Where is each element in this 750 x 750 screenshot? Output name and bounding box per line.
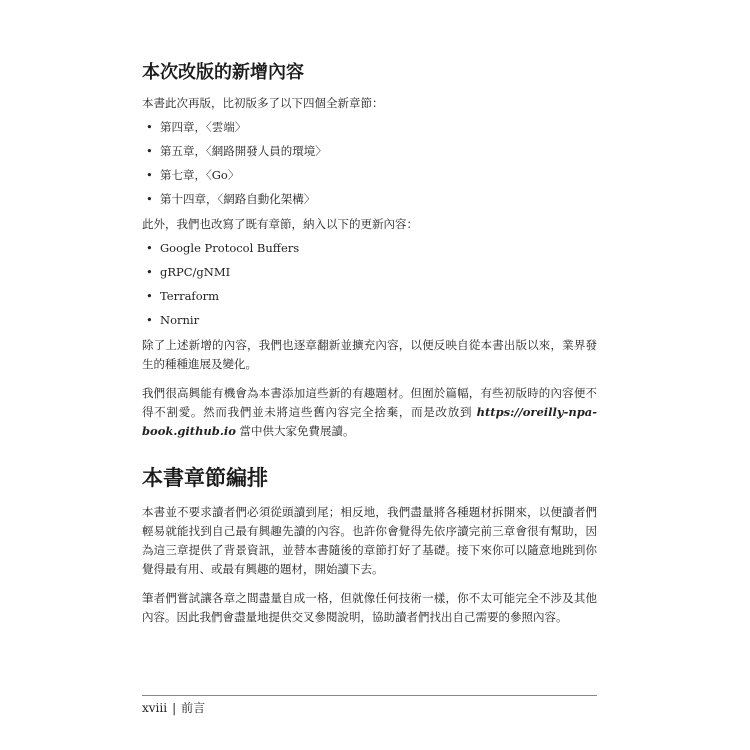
paragraph-cross-reference: 筆者們嘗試讓各章之間盡量自成一格，但就像任何技術一樣，你不太可能完全不涉及其他內容。因此我們會盡量地提供交叉參閱說明，協助讀者們找出自己需要的參照內容。 bbox=[142, 591, 597, 624]
list-item: • 第四章，〈雲端〉 bbox=[142, 119, 597, 135]
new-chapters-list bbox=[142, 119, 597, 207]
paragraph-text: 當中供大家免費展讀。 bbox=[235, 424, 355, 438]
list-item: • 第七章，〈Go〉 bbox=[142, 167, 597, 183]
list-item: • Terraform bbox=[142, 288, 597, 304]
paragraph-text: 我們很高興能有機會為本書添加這些新的有趣題材。但囿於篇幅，有些初版時的內容便不得不割愛。然而我們並未將這些舊內容完全捨棄，而是改放到 bbox=[142, 386, 597, 419]
new-chapters-intro: 本書此次再版，比初版多了以下四個全新章節： bbox=[142, 96, 384, 110]
paragraph-organization: 本書並不要求讀者們必須從頭讀到尾；相反地，我們盡量將各種題材拆開來，以便讀者們輕易就能找到自己最有興趣先讀的內容。也許你會覺得先依序讀完前三章會很有幫助，因為這三章提供了背景資訊，並替本書隨後的章節打好了基礎。接下來你可以隨意地跳到你覺得最有用、或最有興趣的題材，開始讀下去。 bbox=[142, 505, 597, 576]
footer-separator: | bbox=[172, 701, 177, 715]
section-heading-organization: 本書章節編排 bbox=[142, 466, 268, 490]
page-content bbox=[142, 60, 597, 627]
updates-intro: 此外，我們也改寫了既有章節，納入以下的更新內容： bbox=[142, 217, 418, 231]
page-number: xviii bbox=[142, 701, 168, 715]
list-item: • 第十四章，〈網路自動化架構〉 bbox=[142, 191, 597, 207]
companion-site-link[interactable]: https://oreilly-npa-book.github.io bbox=[142, 405, 597, 438]
list-item: • gRPC/gNMI bbox=[142, 264, 597, 280]
list-item: • Google Protocol Buffers bbox=[142, 240, 597, 256]
paragraph-updates-summary: 除了上述新增的內容，我們也逐章翻新並擴充內容，以便反映自從本書出版以來，業界發生的種種進展及變化。 bbox=[142, 338, 597, 371]
updates-list bbox=[142, 240, 597, 328]
list-item: • Nornir bbox=[142, 312, 597, 328]
list-item: • 第五章，〈網路開發人員的環境〉 bbox=[142, 143, 597, 159]
footer-section-name: 前言 bbox=[181, 701, 206, 715]
page-footer bbox=[142, 700, 205, 716]
footer-divider bbox=[142, 695, 597, 696]
section-heading-new-content: 本次改版的新增內容 bbox=[142, 62, 304, 83]
paragraph-removed-content bbox=[142, 384, 597, 441]
